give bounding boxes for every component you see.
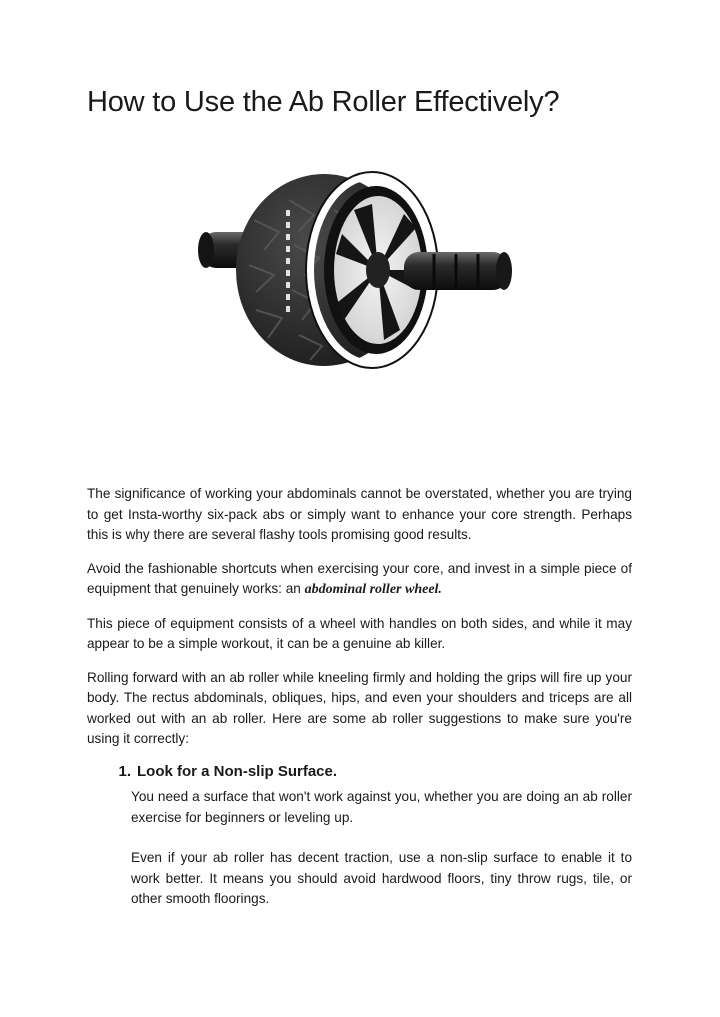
list-item-heading <box>87 761 632 783</box>
list-number: 1. <box>118 763 131 780</box>
body-text <box>87 484 632 763</box>
ab-roller-wheel-image <box>194 170 518 400</box>
list-item-body <box>131 787 632 910</box>
list-title: Look for a Non-slip Surface. <box>137 763 338 780</box>
list-paragraph: Even if your ab roller has decent traction, use a non-slip surface to enable it to work better. It means you should avoid hardwood floors, tiny throw rugs, tile, or other smooth floorings. <box>131 850 632 906</box>
list-item <box>87 761 632 910</box>
page-title: How to Use the Ab Roller Effectively? <box>87 86 560 118</box>
paragraph <box>87 559 632 601</box>
paragraph: Rolling forward with an ab roller while kneeling firmly and holding the grips will fire up your body. The rectus abdominals, obliques, hips, and even your shoulders and triceps are all worked out with an ab roller. Here are some ab roller suggestions to make sure you're using it correctly: <box>87 669 632 746</box>
abdominal-roller-wheel-link[interactable]: abdominal roller wheel. <box>304 582 442 597</box>
paragraph: The significance of working your abdominals cannot be overstated, whether you are trying to get Insta-worthy six-pack abs or simply want to enhance your core strength. Perhaps this is why there are several flashy tools promising good results. <box>87 486 632 542</box>
paragraph-text: Avoid the fashionable shortcuts when exercising your core, and invest in a simple piece of equipment that genuinely works: an <box>87 560 632 596</box>
list-paragraph: You need a surface that won't work against you, whether you are doing an ab roller exercise for beginners or leveling up. <box>131 789 632 825</box>
paragraph: This piece of equipment consists of a wheel with handles on both sides, and while it may appear to be a simple workout, it can be a genuine ab killer. <box>87 615 632 651</box>
tips-list <box>87 761 632 930</box>
